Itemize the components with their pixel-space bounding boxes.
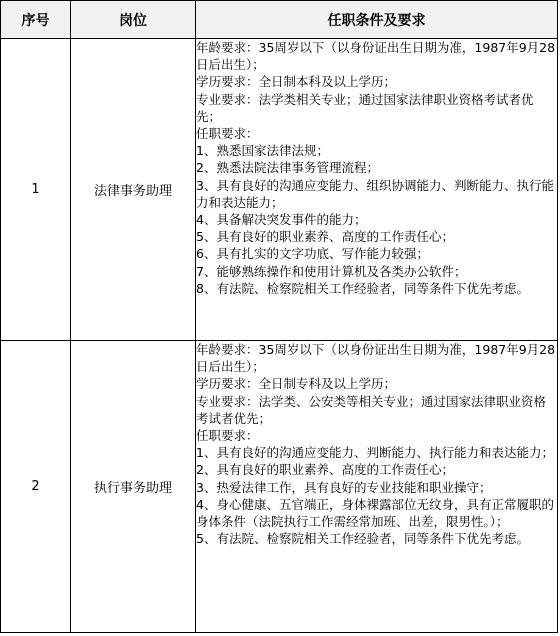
table-header-row [1,1,558,39]
header-requirements: 任职条件及要求 [196,1,558,39]
requirement-line: 2、熟悉法院法律事务管理流程； [196,160,379,176]
requirement-line: 8、有法院、检察院相关工作经验者，同等条件下优先考虑。 [196,280,529,296]
requirement-line: 4、具备解决突发事件的能力； [196,212,367,228]
requirement-line: 年龄要求：35周岁以下（以身份证出生日期为准，1987年9月28日后出生）； [196,342,556,375]
table-row [1,341,558,633]
requirement-line: 6、具有扎实的文字功底、写作能力较强； [196,246,429,262]
table-row [1,39,558,341]
requirement-line: 2、具有良好的职业素养、高度的工作责任心； [196,462,454,478]
requirement-line: 3、热爱法律工作，具有良好的专业技能和职业操守； [196,479,492,495]
header-serial-number: 序号 [1,1,71,39]
requirement-line: 5、具有良好的职业素养、高度的工作责任心； [196,229,454,245]
requirement-line: 学历要求：全日制本科及以上学历； [196,74,397,90]
requirement-line: 7、能够熟练操作和使用计算机及各类办公软件； [196,263,467,279]
row-serial-number: 1 [1,39,71,341]
requirement-line: 学历要求：全日制专科及以上学历； [196,376,397,392]
requirement-line: 1、具有良好的沟通应变能力、判断能力、执行能力和表达能力； [196,445,554,461]
header-position: 岗位 [71,1,196,39]
requirement-line: 年龄要求：35周岁以下（以身份证出生日期为准，1987年9月28日后出生）； [196,40,556,73]
row-position: 执行事务助理 [71,341,196,633]
requirement-line: 3、具有良好的沟通应变能力、组织协调能力、判断能力、执行能力和表达能力； [196,177,554,210]
requirement-line: 任职要求： [196,428,259,444]
requirement-line: 1、熟悉国家法律法规； [196,143,329,159]
requirement-line: 专业要求：法学类相关专业；通过国家法律职业资格考试者优先； [196,91,534,124]
requirement-line: 4、身心健康、五官端正，身体裸露部位无纹身，具有正常履职的身体条件（法院执行工作需经常加班、出差，限男性。）； [196,496,554,530]
row-requirements [196,39,558,341]
row-position: 法律事务助理 [71,39,196,341]
requirement-line: 专业要求：法学类、公安类等相关专业；通过国家法律职业资格考试者优先； [196,393,547,426]
row-requirements [196,341,558,633]
row-serial-number: 2 [1,341,71,633]
requirement-line: 任职要求： [196,126,259,142]
requirement-line: 5、有法院、检察院相关工作经验者，同等条件下优先考虑。 [196,531,529,547]
